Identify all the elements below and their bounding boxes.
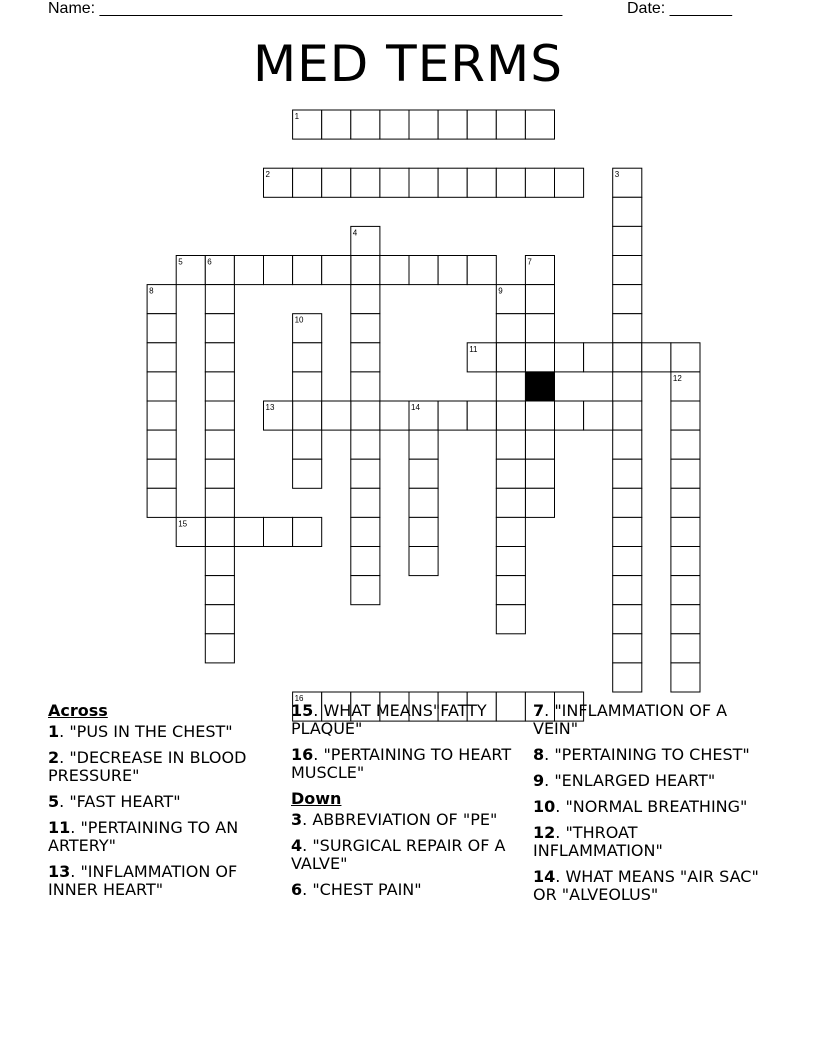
grid-cell[interactable]	[351, 110, 380, 139]
grid-cell[interactable]	[525, 488, 554, 517]
clue-number-7: 7	[527, 257, 532, 267]
page-title: MED TERMS	[253, 35, 563, 93]
across-clue-2: 2. "DECREASE IN BLOOD PRESSURE"	[48, 748, 247, 785]
grid-cell[interactable]	[496, 168, 525, 197]
grid-cell[interactable]	[613, 663, 642, 692]
clue-number-14: 14	[411, 403, 420, 412]
grid-cell[interactable]	[671, 430, 700, 459]
grid-cell[interactable]	[496, 459, 525, 488]
grid-cell[interactable]	[351, 576, 380, 605]
grid-cell[interactable]	[496, 547, 525, 576]
grid-cell[interactable]	[496, 343, 525, 372]
grid-cell[interactable]	[438, 401, 467, 430]
grid-cell[interactable]	[409, 459, 438, 488]
grid-cell[interactable]	[409, 547, 438, 576]
grid-cell[interactable]	[613, 459, 642, 488]
grid-cell[interactable]	[205, 459, 234, 488]
grid-cell[interactable]	[555, 168, 584, 197]
grid-cell[interactable]	[438, 256, 467, 285]
down-clue-10: 10. "NORMAL BREATHING"	[533, 797, 748, 816]
clue-column-1	[48, 702, 258, 907]
grid-cell[interactable]	[613, 605, 642, 634]
grid-cell[interactable]	[293, 110, 322, 139]
grid-cell[interactable]	[496, 314, 525, 343]
grid-cell[interactable]	[351, 372, 380, 401]
grid-cell[interactable]	[351, 517, 380, 546]
grid-cell[interactable]	[205, 430, 234, 459]
grid-cell[interactable]	[584, 343, 613, 372]
grid-cell[interactable]	[409, 488, 438, 517]
clue-column-3	[533, 702, 763, 912]
grid-cell[interactable]	[351, 343, 380, 372]
clue-number-10: 10	[294, 315, 304, 325]
grid-cell[interactable]	[555, 401, 584, 430]
grid-cell[interactable]	[525, 401, 554, 430]
grid-cell[interactable]	[496, 110, 525, 139]
grid-cell[interactable]	[205, 517, 234, 546]
clue-number-13: 13	[265, 403, 275, 412]
grid-cell[interactable]	[467, 343, 496, 372]
down-clue-7: 7. "INFLAMMATION OF A VEIN"	[533, 701, 728, 738]
clue-number-9: 9	[498, 286, 503, 296]
grid-cell[interactable]	[380, 110, 409, 139]
grid-cell[interactable]	[147, 459, 176, 488]
grid-cell[interactable]	[496, 372, 525, 401]
grid-cell[interactable]	[525, 430, 554, 459]
grid-cell[interactable]	[264, 401, 293, 430]
grid-cell[interactable]	[380, 256, 409, 285]
clue-number-11: 11	[469, 344, 478, 354]
grid-cell[interactable]	[293, 372, 322, 401]
grid-cell[interactable]	[613, 430, 642, 459]
grid-cell[interactable]	[613, 401, 642, 430]
grid-cell[interactable]	[467, 168, 496, 197]
grid-cell[interactable]	[467, 110, 496, 139]
grid-cell[interactable]	[467, 256, 496, 285]
clue-number-16: 16	[294, 694, 304, 703]
grid-cell[interactable]	[293, 343, 322, 372]
grid-cell[interactable]	[205, 576, 234, 605]
grid-cell[interactable]	[409, 110, 438, 139]
grid-cell[interactable]	[176, 517, 205, 546]
grid-cell[interactable]	[176, 256, 205, 285]
clue-number-4: 4	[352, 228, 358, 238]
name-line: Name: ____________________________________________________	[48, 0, 563, 17]
grid-cell[interactable]	[293, 314, 322, 343]
grid-cell[interactable]	[322, 110, 351, 139]
grid-cell[interactable]	[671, 343, 700, 372]
grid-cell[interactable]	[147, 372, 176, 401]
down-clue-8: 8. "PERTAINING TO CHEST"	[533, 745, 750, 764]
grid-cell[interactable]	[409, 256, 438, 285]
grid-cell[interactable]	[496, 576, 525, 605]
grid-cell[interactable]	[496, 517, 525, 546]
grid-cell[interactable]	[205, 488, 234, 517]
grid-cell[interactable]	[496, 430, 525, 459]
grid-cell[interactable]	[205, 372, 234, 401]
grid-cell[interactable]	[293, 168, 322, 197]
grid-cell[interactable]	[147, 285, 176, 314]
across-clue-15: 15. WHAT MEANS"FATTY PLAQUE"	[291, 701, 487, 738]
black-cell	[525, 372, 554, 401]
grid-cell[interactable]	[205, 285, 234, 314]
grid-cell[interactable]	[438, 110, 467, 139]
grid-cell[interactable]	[525, 285, 554, 314]
down-heading: Down	[291, 789, 342, 808]
grid-cell[interactable]	[671, 488, 700, 517]
grid-cell[interactable]	[525, 343, 554, 372]
grid-cell[interactable]	[496, 605, 525, 634]
grid-cell[interactable]	[147, 488, 176, 517]
grid-cell[interactable]	[293, 430, 322, 459]
clue-number-15: 15	[178, 519, 188, 529]
down-clue-14: 14. WHAT MEANS "AIR SAC" OR "ALVEOLUS"	[533, 867, 759, 904]
grid-cell[interactable]	[555, 343, 584, 372]
grid-cell[interactable]	[613, 372, 642, 401]
grid-cell[interactable]	[351, 430, 380, 459]
grid-cell[interactable]	[409, 401, 438, 430]
grid-cell[interactable]	[613, 168, 642, 197]
grid-cell[interactable]	[293, 517, 322, 546]
grid-cell[interactable]	[351, 314, 380, 343]
grid-cell[interactable]	[351, 168, 380, 197]
grid-cell[interactable]	[205, 547, 234, 576]
down-clue-9: 9. "ENLARGED HEART"	[533, 771, 716, 790]
grid-cell[interactable]	[671, 372, 700, 401]
date-line: Date: _______	[627, 0, 732, 17]
grid-cell[interactable]	[205, 343, 234, 372]
grid-cell[interactable]	[671, 663, 700, 692]
grid-cell[interactable]	[409, 430, 438, 459]
grid-cell[interactable]	[671, 401, 700, 430]
grid-cell[interactable]	[147, 343, 176, 372]
grid-cell[interactable]	[671, 517, 700, 546]
grid-cell[interactable]	[613, 488, 642, 517]
across-heading: Across	[48, 701, 108, 720]
grid-cell[interactable]	[613, 226, 642, 255]
across-clue-13: 13. "INFLAMMATION OF INNER HEART"	[48, 862, 238, 899]
grid-cell[interactable]	[322, 168, 351, 197]
grid-cell[interactable]	[467, 401, 496, 430]
grid-cell[interactable]	[613, 517, 642, 546]
grid-cell[interactable]	[147, 314, 176, 343]
clue-number-12: 12	[672, 373, 682, 383]
across-clue-1: 1. "PUS IN THE CHEST"	[48, 722, 233, 741]
grid-cell[interactable]	[613, 314, 642, 343]
grid-cell[interactable]	[525, 168, 554, 197]
down-clue-4: 4. "SURGICAL REPAIR OF A VALVE"	[291, 836, 506, 873]
grid-cell[interactable]	[671, 605, 700, 634]
grid-cell[interactable]	[351, 285, 380, 314]
down-clue-3: 3. ABBREVIATION OF "PE"	[291, 810, 498, 829]
grid-cell[interactable]	[293, 401, 322, 430]
grid-cell[interactable]	[584, 401, 613, 430]
grid-cell[interactable]	[525, 459, 554, 488]
grid-cell[interactable]	[234, 256, 263, 285]
grid-cell[interactable]	[351, 547, 380, 576]
grid-cell[interactable]	[613, 547, 642, 576]
clue-column-2	[291, 702, 523, 907]
grid-cell[interactable]	[613, 343, 642, 372]
grid-cell[interactable]	[205, 634, 234, 663]
clue-number-6: 6	[207, 257, 212, 267]
grid-cell[interactable]	[205, 314, 234, 343]
grid-cell[interactable]	[264, 168, 293, 197]
grid-cell[interactable]	[613, 576, 642, 605]
grid-cell[interactable]	[264, 256, 293, 285]
grid-cell[interactable]	[613, 256, 642, 285]
grid-cell[interactable]	[147, 401, 176, 430]
down-clue-6: 6. "CHEST PAIN"	[291, 880, 422, 899]
grid-cell[interactable]	[351, 401, 380, 430]
grid-cell[interactable]	[671, 634, 700, 663]
grid-cell[interactable]	[671, 547, 700, 576]
grid-cell[interactable]	[351, 488, 380, 517]
grid-cell[interactable]	[525, 256, 554, 285]
grid-cell[interactable]	[496, 401, 525, 430]
clue-number-2: 2	[265, 170, 270, 180]
grid-cell[interactable]	[409, 168, 438, 197]
grid-cell[interactable]	[205, 605, 234, 634]
grid-cell[interactable]	[613, 285, 642, 314]
grid-cell[interactable]	[525, 314, 554, 343]
grid-cell[interactable]	[496, 488, 525, 517]
grid-cell[interactable]	[671, 576, 700, 605]
grid-cell[interactable]	[147, 430, 176, 459]
grid-cell[interactable]	[322, 401, 351, 430]
across-clue-16: 16. "PERTAINING TO HEART MUSCLE"	[291, 745, 512, 782]
grid-cell[interactable]	[205, 256, 234, 285]
grid-cell[interactable]	[293, 256, 322, 285]
grid-cell[interactable]	[234, 517, 263, 546]
grid-cell[interactable]	[322, 256, 351, 285]
clue-number-1: 1	[294, 112, 300, 121]
across-clue-11: 11. "PERTAINING TO AN ARTERY"	[48, 818, 239, 855]
grid-cell[interactable]	[642, 343, 671, 372]
grid-cell[interactable]	[380, 401, 409, 430]
grid-cell[interactable]	[438, 168, 467, 197]
grid-cell[interactable]	[380, 168, 409, 197]
grid-cell[interactable]	[525, 110, 554, 139]
grid-cell[interactable]	[264, 517, 293, 546]
grid-cell[interactable]	[671, 459, 700, 488]
grid-cell[interactable]	[613, 634, 642, 663]
grid-cell[interactable]	[613, 197, 642, 226]
across-clue-5: 5. "FAST HEART"	[48, 792, 181, 811]
clue-number-3: 3	[614, 170, 620, 180]
grid-cell[interactable]	[409, 517, 438, 546]
grid-cell[interactable]	[351, 226, 380, 255]
clue-number-5: 5	[178, 257, 183, 267]
down-clue-12: 12. "THROAT INFLAMMATION"	[533, 823, 663, 860]
clue-number-8: 8	[149, 286, 154, 296]
grid-cell[interactable]	[205, 401, 234, 430]
grid-cell[interactable]	[351, 256, 380, 285]
grid-cell[interactable]	[351, 459, 380, 488]
grid-cell[interactable]	[293, 459, 322, 488]
grid-cell[interactable]	[496, 285, 525, 314]
